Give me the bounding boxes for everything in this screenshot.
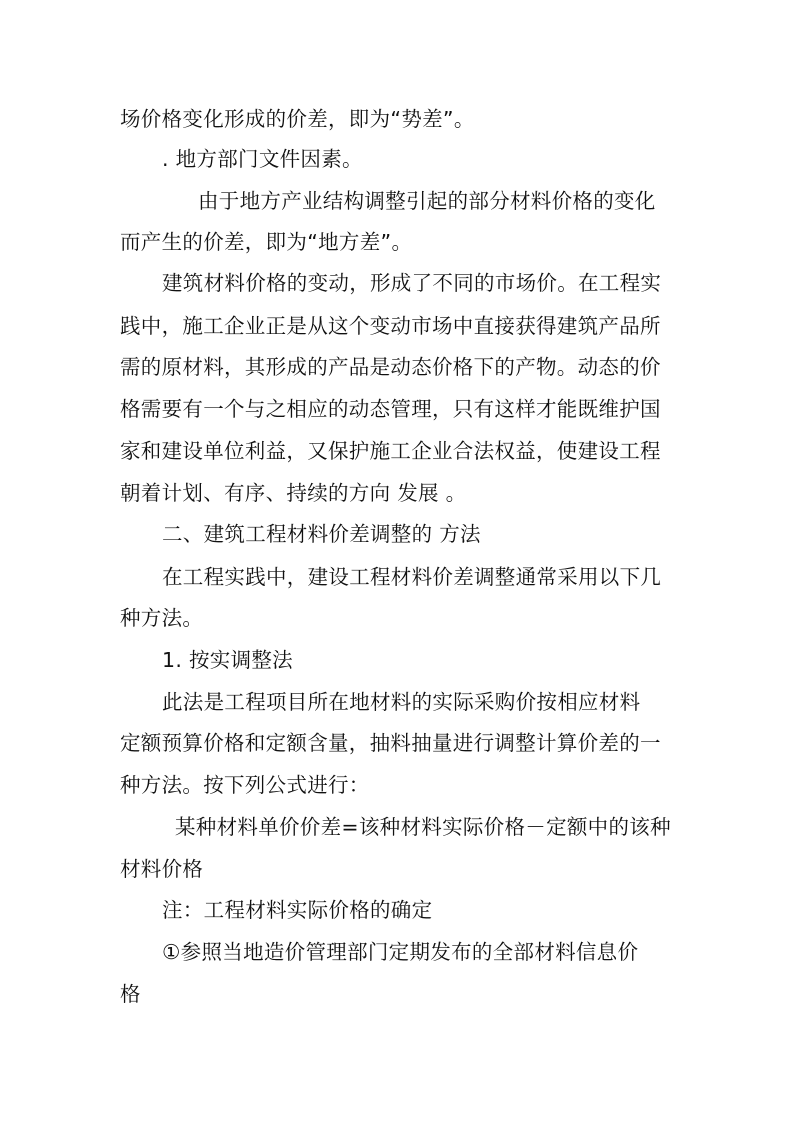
text-line: 定额预算价格和定额含量，抽料抽量进行调整计算价差的一 xyxy=(120,731,661,755)
text-line: 朝着计划、有序、持续的方向 发展 。 xyxy=(120,481,467,505)
subsection-heading: 1. 按实调整法 xyxy=(162,648,293,672)
text-line: . 地方部门文件因素。 xyxy=(162,147,363,171)
note-line: 注：工程材料实际价格的确定 xyxy=(162,898,433,922)
text-line: 践中，施工企业正是从这个变动市场中直接获得建筑产品所 xyxy=(120,314,661,338)
text-line: 需的原材料，其形成的产品是动态价格下的产物。动态的价 xyxy=(120,355,661,379)
formula-line: 材料价格 xyxy=(120,857,204,881)
text-line: 家和建设单位利益，又保护施工企业合法权益，使建设工程 xyxy=(120,439,661,463)
section-heading: 二、建筑工程材料价差调整的 方法 xyxy=(162,522,481,546)
text-line: 建筑材料价格的变动，形成了不同的市场价。在工程实 xyxy=(162,271,662,295)
text-line: 而产生的价差，即为“地方差”。 xyxy=(120,230,413,254)
text-line: 格需要有一个与之相应的动态管理，只有这样才能既维护国 xyxy=(120,397,661,421)
text-line: 场价格变化形成的价差，即为“势差”。 xyxy=(120,107,475,131)
text-line: 在工程实践中，建设工程材料价差调整通常采用以下几 xyxy=(162,565,662,589)
text-line: 种方法。 xyxy=(120,606,204,630)
text-line: ①参照当地造价管理部门定期发布的全部材料信息价 xyxy=(162,940,639,964)
text-line: 格 xyxy=(120,982,141,1006)
text-line: 由于地方产业结构调整引起的部分材料价格的变化 xyxy=(198,189,656,213)
text-line: 此法是工程项目所在地材料的实际采购价按相应材料 xyxy=(162,690,641,714)
text-line: 种方法。按下列公式进行： xyxy=(120,773,370,797)
formula-line: 某种材料单价价差=该种材料实际价格－定额中的该种 xyxy=(175,815,671,839)
